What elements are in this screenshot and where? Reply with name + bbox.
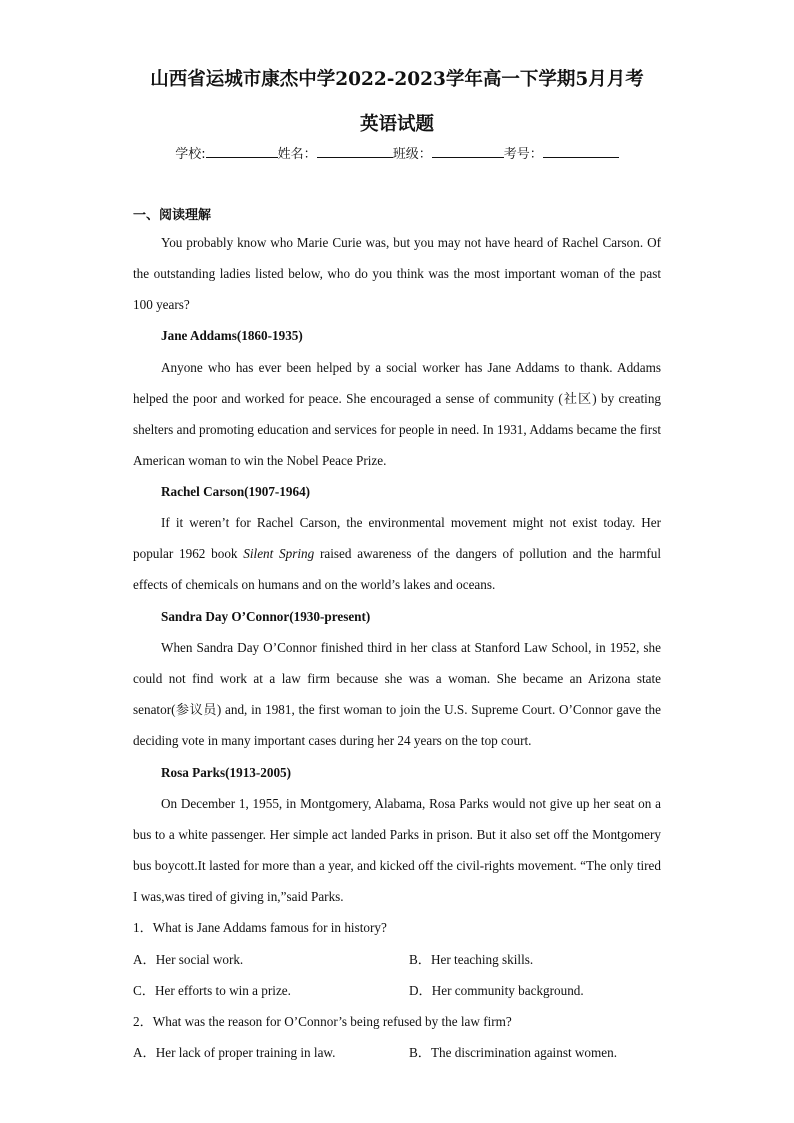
question-1: 1．What is Jane Addams famous for in history? — [133, 920, 387, 935]
person-text-addams: Anyone who has ever been helped by a social worker has Jane Addams to thank. Addams helped the poor and worked for peace. She encouraged a sense of community (社区) by creating shelters and promoting education and services for people in need. In 1931, Addams became the first American woman to win the Nobel Peace Prize. — [133, 360, 661, 468]
q1-option-b[interactable]: B．Her teaching skills. — [409, 952, 534, 967]
person-text-carson — [133, 507, 661, 600]
person-heading-carson: Rachel Carson(1907-1964) — [161, 484, 311, 499]
q1-option-a[interactable]: A．Her social work. — [133, 952, 244, 967]
exam-number-blank[interactable] — [543, 143, 619, 158]
carson-text-part2: raised awareness of the dangers of pollution and the harmful effects of chemicals on humans and on the world’s lakes and oceans. — [133, 546, 661, 592]
school-blank[interactable] — [206, 143, 278, 158]
class-blank[interactable] — [432, 143, 504, 158]
book-title: Silent Spring — [243, 546, 315, 561]
question-2: 2．What was the reason for O’Connor’s being refused by the law firm? — [133, 1014, 512, 1029]
q1-option-d[interactable]: D．Her community background. — [409, 983, 584, 998]
name-blank[interactable] — [317, 143, 393, 158]
carson-text-part1: If it weren’t for Rachel Carson, the environmental movement might not exist today. Her popular 1962 book — [133, 515, 661, 561]
exam-subject: 英语试题 — [359, 114, 434, 135]
school-label: 学校: — [175, 147, 206, 162]
q2-option-a[interactable]: A．Her lack of proper training in law. — [133, 1045, 336, 1060]
person-heading-parks: Rosa Parks(1913-2005) — [161, 765, 292, 780]
q1-option-c[interactable]: C．Her efforts to win a prize. — [133, 983, 291, 998]
exam-title: 山西省运城市康杰中学2022-2023学年高一下学期5月月考 — [150, 69, 644, 90]
student-info-line — [0, 143, 794, 165]
person-heading-addams: Jane Addams(1860-1935) — [161, 328, 303, 343]
person-text-oconnor: When Sandra Day O’Connor finished third in her class at Stanford Law School, in 1952, she could not find work at a law firm because she was a woman. She became an Arizona state senator(参议员) and, in 1981, the first woman to join the U.S. Supreme Court. O’Connor gave the deciding vote in many important cases during her 24 years on the top court. — [133, 640, 661, 748]
passage-intro: You probably know who Marie Curie was, but you may not have heard of Rachel Carson. Of the outstanding ladies listed below, who do you think was the most important woman of the past 100 years? — [133, 235, 661, 312]
section-heading: 一、阅读理解 — [133, 208, 212, 223]
q2-option-b[interactable]: B．The discrimination against women. — [409, 1045, 618, 1060]
person-text-parks: On December 1, 1955, in Montgomery, Alabama, Rosa Parks would not give up her seat on a bus to a white passenger. Her simple act landed Parks in prison. But it also set off the Montgomery bus boycott.It lasted for more than a year, and kicked off the civil-rights movement. “The only tired I was,was tired of giving in,”said Parks. — [133, 796, 661, 904]
exam-number-label: 考号： — [503, 147, 543, 162]
class-label: 班级： — [392, 147, 432, 162]
person-heading-oconnor: Sandra Day O’Connor(1930-present) — [161, 609, 371, 624]
name-label: 姓名： — [277, 147, 317, 162]
